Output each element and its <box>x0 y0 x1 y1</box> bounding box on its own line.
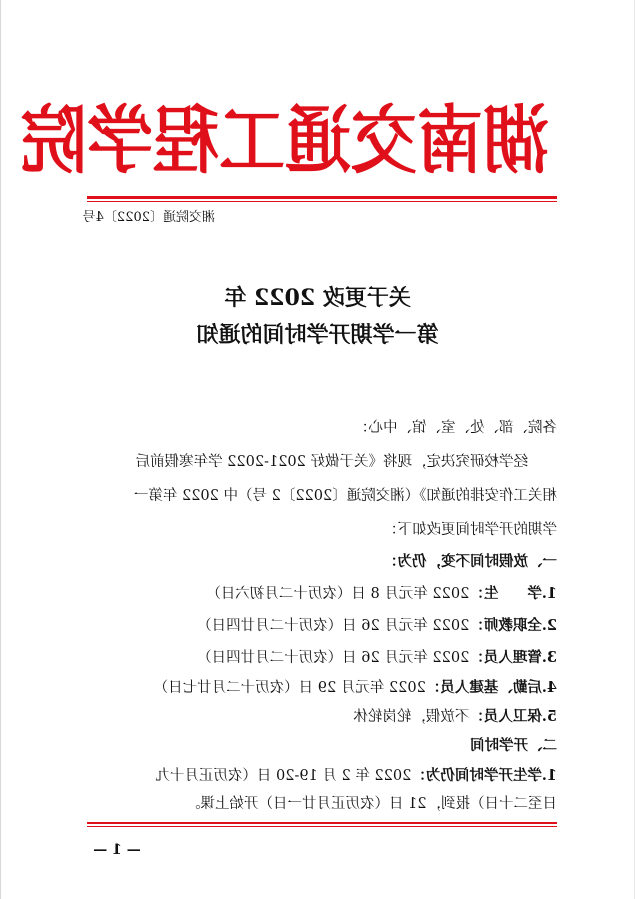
document-number: 湘交院通〔2022〕4号 <box>82 210 215 225</box>
schedule-item-label: 2.全职教师： <box>469 617 557 634</box>
schedule-item-label: 5.保卫人员： <box>469 708 557 725</box>
page-number: — 1 — <box>93 842 141 858</box>
masthead-title: 湖南交通工程学院 <box>21 96 549 184</box>
intro-line-1: 经学校研究决定，现将《关于做好 2021-2022 学年寒假前后 <box>135 454 528 470</box>
intro-line-2: 相关工作安排的通知》（湘交院通〔2022〕2 号）中 2022 年第一 <box>133 488 557 504</box>
opening-item-continued: 日至二十日）报到，21 日（农历正月廿一日）开始上课。 <box>185 796 557 812</box>
schedule-item-text: 2022 年元月 8 日（农历十二月初六日） <box>206 586 470 602</box>
schedule-item-label: 3.管理人员： <box>469 649 557 666</box>
intro-line-3: 学期的开学时间更改如下： <box>383 522 557 538</box>
schedule-item-label: 4.后勤、基建人员： <box>425 679 557 696</box>
section2-heading: 二、开学时间 <box>470 737 557 754</box>
opening-item <box>155 766 557 786</box>
opening-item-text: 2022 年 2 月 19-20 日（农历正月十九 <box>155 768 412 784</box>
schedule-item <box>206 584 557 604</box>
schedule-item <box>197 616 557 636</box>
notice-title-line-2: 第一学期开学时间的通知 <box>196 322 439 348</box>
schedule-item <box>197 648 557 668</box>
schedule-item <box>154 678 557 698</box>
masthead-rule-thick <box>87 196 557 199</box>
opening-item-label: 1.学生开学时间仍为： <box>411 767 557 784</box>
notice-title-line-1: 关于更改 2022 年 <box>224 285 411 311</box>
page-edge-right <box>0 0 1 899</box>
schedule-item-text: 2022 年元月 26 日（农历十二月廿四日） <box>197 618 470 634</box>
masthead-rule-thin <box>87 201 557 202</box>
schedule-item-text: 不放假，轮岗轮休 <box>353 709 470 725</box>
schedule-item <box>353 707 557 727</box>
schedule-item-text: 2022 年元月 29 日（农历十二月廿七日） <box>153 680 426 696</box>
salutation: 各院、部、处、室、馆、中心： <box>354 420 557 436</box>
footer-rule-thick <box>87 822 557 824</box>
section1-heading: 一、放假时间不变，仍为： <box>383 553 557 570</box>
schedule-item-text: 2022 年元月 26 日（农历十二月廿四日） <box>197 650 470 666</box>
schedule-item-label: 1.学 生： <box>469 585 557 602</box>
footer-rule-thin <box>87 826 557 827</box>
